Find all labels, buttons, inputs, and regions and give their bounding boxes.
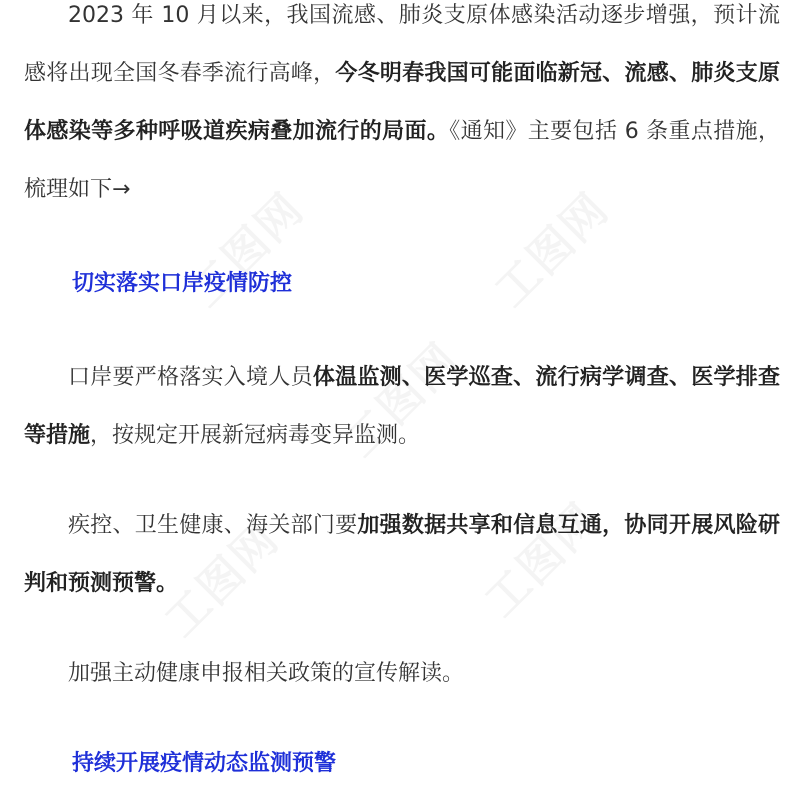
text-segment: ，按规定开展新冠病毒变异监测。 — [90, 423, 421, 448]
article-body — [24, 0, 780, 793]
text-segment: 加强主动健康申报相关政策的宣传解读。 — [68, 661, 465, 686]
intro-paragraph — [24, 0, 780, 219]
bold-text-segment: 今冬明春我国可能面临新冠、流感、肺炎支原体感染等多种呼吸道疾病叠加流行的局面。 — [24, 61, 780, 144]
data-sharing-paragraph — [24, 497, 780, 613]
text-segment: 2023 年 10 月以来，我国流感、肺炎支原体感染活动逐步增强，预计流感将出现全国冬春季流行高峰， — [24, 3, 780, 86]
health-declaration-paragraph — [24, 645, 780, 703]
section-heading-port-control: 切实落实口岸疫情防控 — [72, 271, 293, 296]
text-segment: 口岸要严格落实入境人员 — [68, 365, 313, 390]
section-heading-monitoring: 持续开展疫情动态监测预警 — [72, 751, 337, 776]
bold-text-segment: 体温监测、医学巡查、流行病学调查、医学排查等措施 — [24, 365, 780, 448]
text-segment: 《通知》主要包括 6 条重点措施，梳理如下→ — [24, 119, 780, 202]
port-measures-paragraph — [24, 349, 780, 465]
text-segment: 疾控、卫生健康、海关部门要 — [68, 513, 358, 538]
bold-text-segment: 加强数据共享和信息互通，协同开展风险研判和预测预警。 — [24, 513, 780, 596]
